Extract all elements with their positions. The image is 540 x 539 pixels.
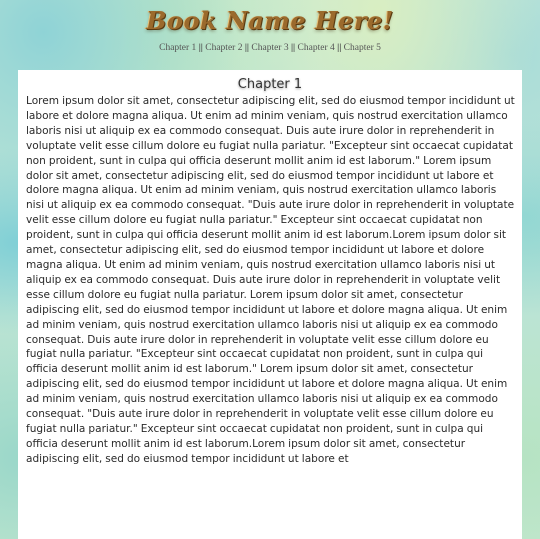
book-title: Book Name Here! xyxy=(146,6,394,35)
nav-link-chapter-1[interactable]: Chapter 1 xyxy=(159,43,197,53)
chapter-title: Chapter 1 xyxy=(237,77,303,92)
chapter-nav xyxy=(0,41,540,55)
nav-link-chapter-4[interactable]: Chapter 4 xyxy=(297,43,335,53)
nav-link-chapter-3[interactable]: Chapter 3 xyxy=(251,43,289,53)
nav-separator: || xyxy=(290,43,296,53)
nav-separator: || xyxy=(198,43,203,53)
nav-link-chapter-5[interactable]: Chapter 5 xyxy=(343,43,381,53)
nav-link-chapter-2[interactable]: Chapter 2 xyxy=(205,43,243,53)
nav-separator: || xyxy=(244,43,250,53)
page-header xyxy=(0,0,540,64)
chapter-body-text: Lorem ipsum dolor sit amet, consectetur adipiscing elit, sed do eiusmod tempor incididunt ut labore et dolore magna aliqua. Ut enim ad minim veniam, quis nostrud exercitation ullamco laboris nisi ut aliquip ex ea commodo consequat. Duis aute irure dolor in reprehenderit in voluptate velit esse cillum dolore eu fugiat nulla pariatur. "Excepteur sint occaecat cupidatat non proident, sunt in culpa qui officia deserunt mollit anim id est laborum." Lorem ipsum dolor sit amet, consectetur adipiscing elit, sed do eiusmod tempor incididunt ut labore et dolore magna aliqua. Ut enim ad minim veniam, quis nostrud exercitation ullamco laboris nisi ut aliquip ex ea commodo consequat. "Duis aute irure dolor in reprehenderit in voluptate velit esse cillum dolore eu fugiat nulla pariatur." Excepteur sint occaecat cupidatat non proident, sunt in culpa qui officia deserunt mollit anim id est laborum.Lorem ipsum dolor sit amet, consectetur adipiscing elit, sed do eiusmod tempor incididunt ut labore et dolore magna aliqua. Ut enim ad minim veniam, quis nostrud exercitation ullamco laboris nisi ut aliquip ex ea commodo consequat. Duis aute irure dolor in reprehenderit in voluptate velit esse cillum dolore eu fugiat nulla pariatur. Lorem ipsum dolor sit amet, consectetur adipiscing elit, sed do eiusmod tempor incididunt ut labore et dolore magna aliqua. Ut enim ad minim veniam, quis nostrud exercitation ullamco laboris nisi ut aliquip ex ea commodo consequat. Duis aute irure dolor in reprehenderit in voluptate velit esse cillum dolore eu fugiat nulla pariatur. "Excepteur sint occaecat cupidatat non proident, sunt in culpa qui officia deserunt mollit anim id est laborum." Lorem ipsum dolor sit amet, consectetur adipiscing elit, sed do eiusmod tempor incididunt ut labore et dolore magna aliqua. Ut enim ad minim veniam, quis nostrud exercitation ullamco laboris nisi ut aliquip ex ea commodo consequat. "Duis aute irure dolor in reprehenderit in voluptate velit esse cillum dolore eu fugiat nulla pariatur." Excepteur sint occaecat cupidatat non proident, sunt in culpa qui officia deserunt mollit anim id est laborum.Lorem ipsum dolor sit amet, consectetur adipiscing elit, sed do eiusmod tempor incididunt ut labore et xyxy=(26,95,515,465)
nav-separator: || xyxy=(337,43,342,53)
chapter-page xyxy=(18,70,522,539)
